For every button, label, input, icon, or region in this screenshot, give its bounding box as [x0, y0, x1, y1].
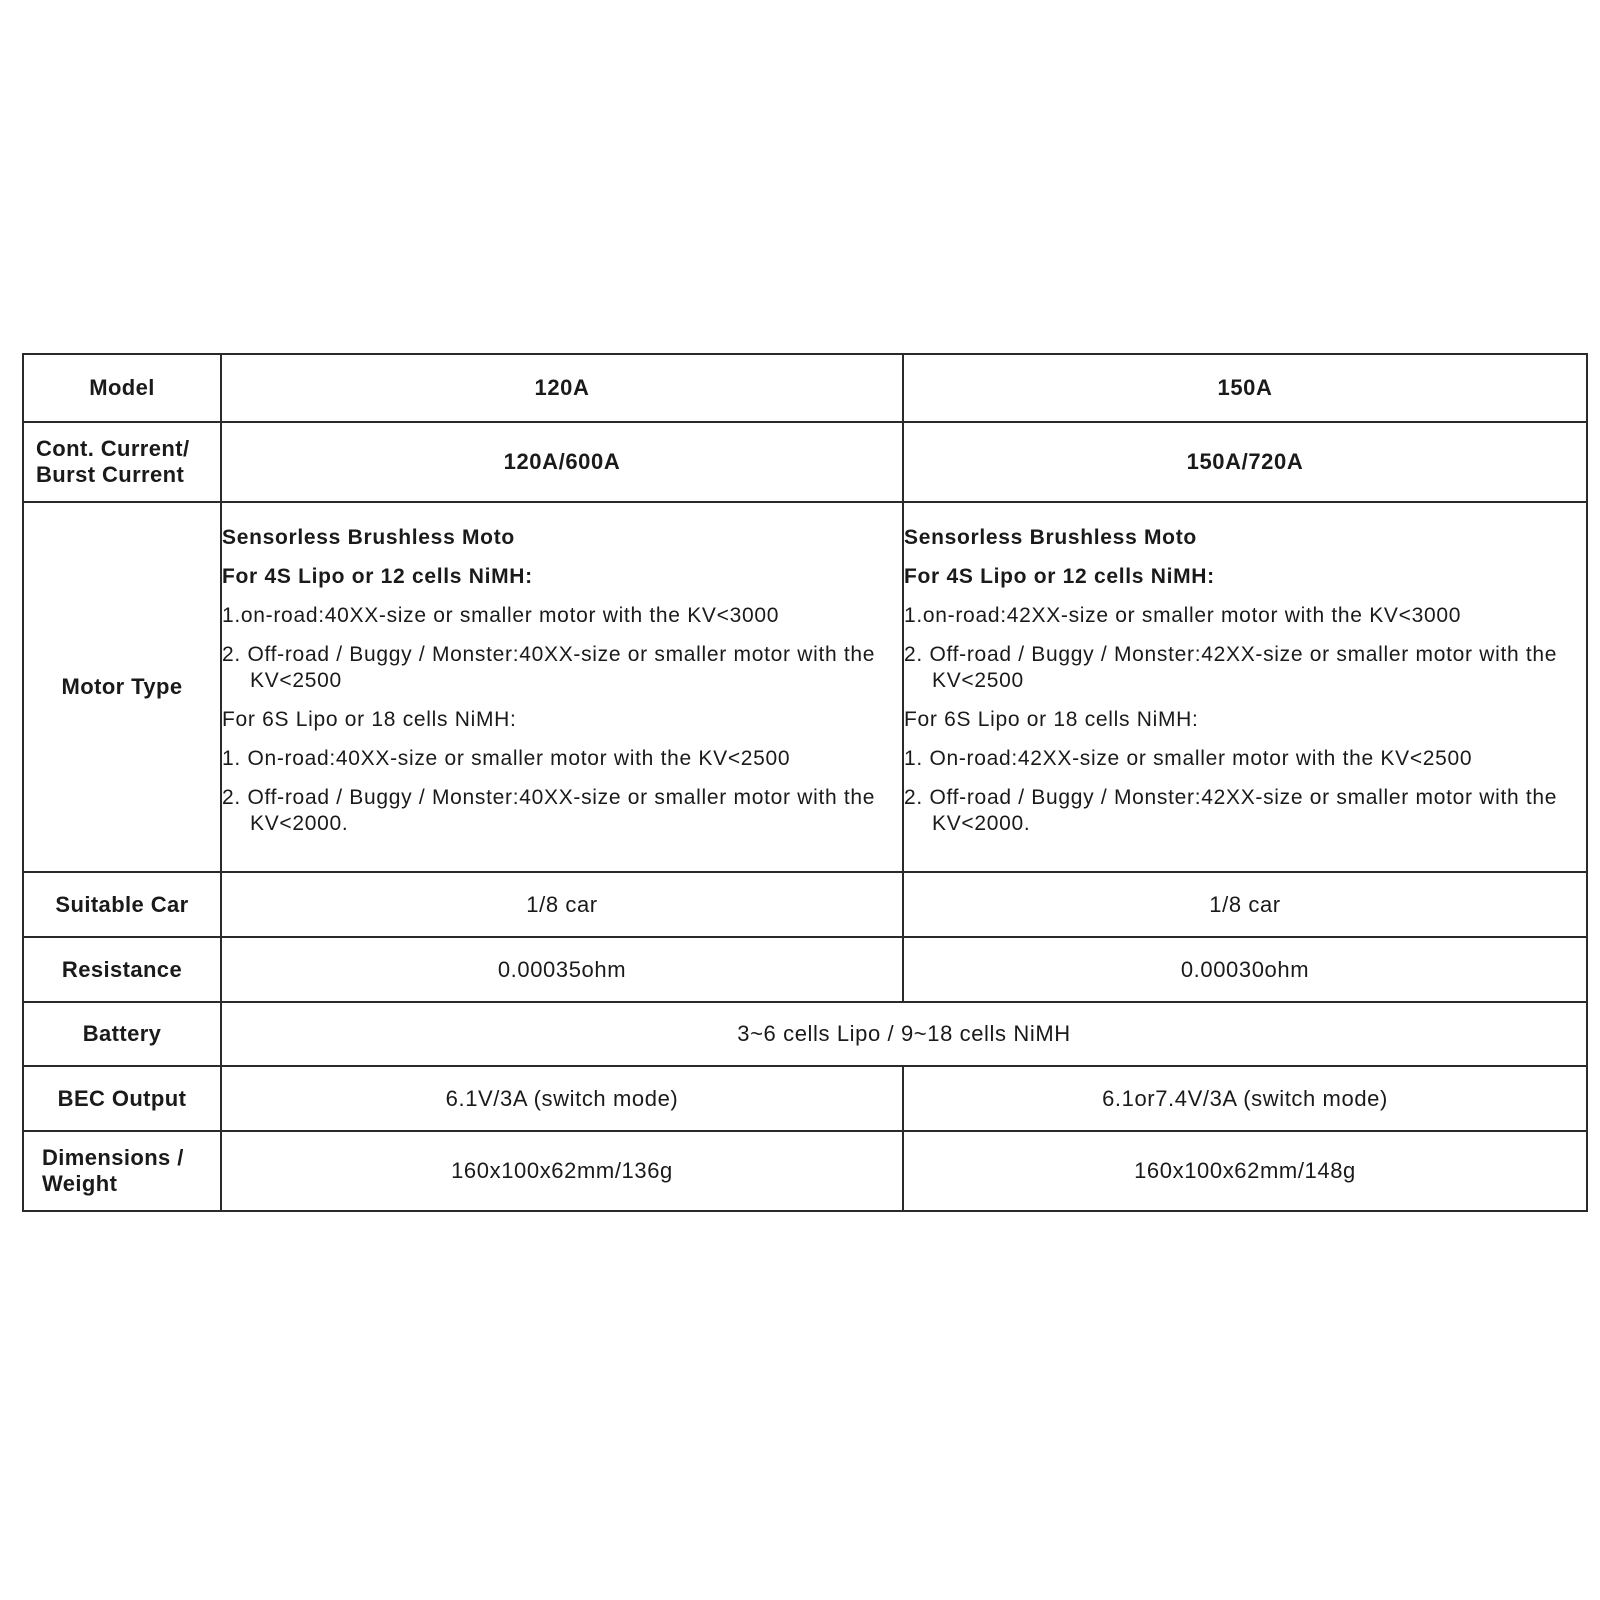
bec-output-150a-value: 6.1or7.4V/3A (switch mode): [903, 1066, 1587, 1131]
motor-section1-heading: For 4S Lipo or 12 cells NiMH:: [904, 564, 1215, 588]
resistance-150a-value: 0.00030ohm: [903, 937, 1587, 1002]
row-label-resistance: Resistance: [23, 937, 221, 1002]
table-row-bec-output: [23, 1066, 1587, 1131]
motor-section2-heading: For 6S Lipo or 18 cells NiMH:: [904, 707, 1199, 731]
row-label-battery: Battery: [23, 1002, 221, 1066]
motor-section2-item2: 2. Off-road / Buggy / Monster:40XX-size or smaller motor with the KV<2000.: [222, 785, 876, 835]
row-label-dimensions-line1: Dimensions /: [42, 1145, 184, 1170]
motor-section1-item2: 2. Off-road / Buggy / Monster:42XX-size or smaller motor with the KV<2500: [904, 642, 1558, 692]
motor-title: Sensorless Brushless Moto: [904, 525, 1197, 549]
motor-section1-item1: 1.on-road:40XX-size or smaller motor with the KV<3000: [222, 603, 780, 627]
row-label-current-line2: Burst Current: [36, 462, 185, 487]
model-120a-header: 120A: [221, 354, 903, 422]
model-150a-header: 150A: [903, 354, 1587, 422]
row-label-suitable-car: Suitable Car: [23, 872, 221, 937]
table-row-motor-type: [23, 502, 1587, 872]
row-label-current-line1: Cont. Current/: [36, 436, 190, 461]
suitable-car-120a-value: 1/8 car: [221, 872, 903, 937]
row-label-bec-output: BEC Output: [23, 1066, 221, 1131]
motor-title: Sensorless Brushless Moto: [222, 525, 515, 549]
motor-section2-heading: For 6S Lipo or 18 cells NiMH:: [222, 707, 517, 731]
motor-section1-heading: For 4S Lipo or 12 cells NiMH:: [222, 564, 533, 588]
row-label-current: [23, 422, 221, 502]
row-label-motor-type: Motor Type: [23, 502, 221, 872]
motor-type-150a-cell: [903, 502, 1587, 872]
bec-output-120a-value: 6.1V/3A (switch mode): [221, 1066, 903, 1131]
dimensions-120a-value: 160x100x62mm/136g: [221, 1131, 903, 1211]
current-150a-value: 150A/720A: [903, 422, 1587, 502]
table-row-resistance: [23, 937, 1587, 1002]
table-row-current: [23, 422, 1587, 502]
motor-section1-item2: 2. Off-road / Buggy / Monster:40XX-size or smaller motor with the KV<2500: [222, 642, 876, 692]
motor-type-120a-cell: [221, 502, 903, 872]
row-label-dimensions-line2: Weight: [42, 1171, 118, 1196]
row-label-dimensions: [23, 1131, 221, 1211]
suitable-car-150a-value: 1/8 car: [903, 872, 1587, 937]
motor-section2-item2: 2. Off-road / Buggy / Monster:42XX-size or smaller motor with the KV<2000.: [904, 785, 1558, 835]
spec-table: [22, 353, 1588, 1212]
motor-section2-item1: 1. On-road:40XX-size or smaller motor with the KV<2500: [222, 746, 791, 770]
motor-section1-item1: 1.on-road:42XX-size or smaller motor with the KV<3000: [904, 603, 1462, 627]
table-row-dimensions: [23, 1131, 1587, 1211]
table-row-model: [23, 354, 1587, 422]
row-label-model: Model: [23, 354, 221, 422]
battery-value: 3~6 cells Lipo / 9~18 cells NiMH: [221, 1002, 1587, 1066]
motor-section2-item1: 1. On-road:42XX-size or smaller motor with the KV<2500: [904, 746, 1473, 770]
table-row-suitable-car: [23, 872, 1587, 937]
table-row-battery: [23, 1002, 1587, 1066]
resistance-120a-value: 0.00035ohm: [221, 937, 903, 1002]
current-120a-value: 120A/600A: [221, 422, 903, 502]
dimensions-150a-value: 160x100x62mm/148g: [903, 1131, 1587, 1211]
